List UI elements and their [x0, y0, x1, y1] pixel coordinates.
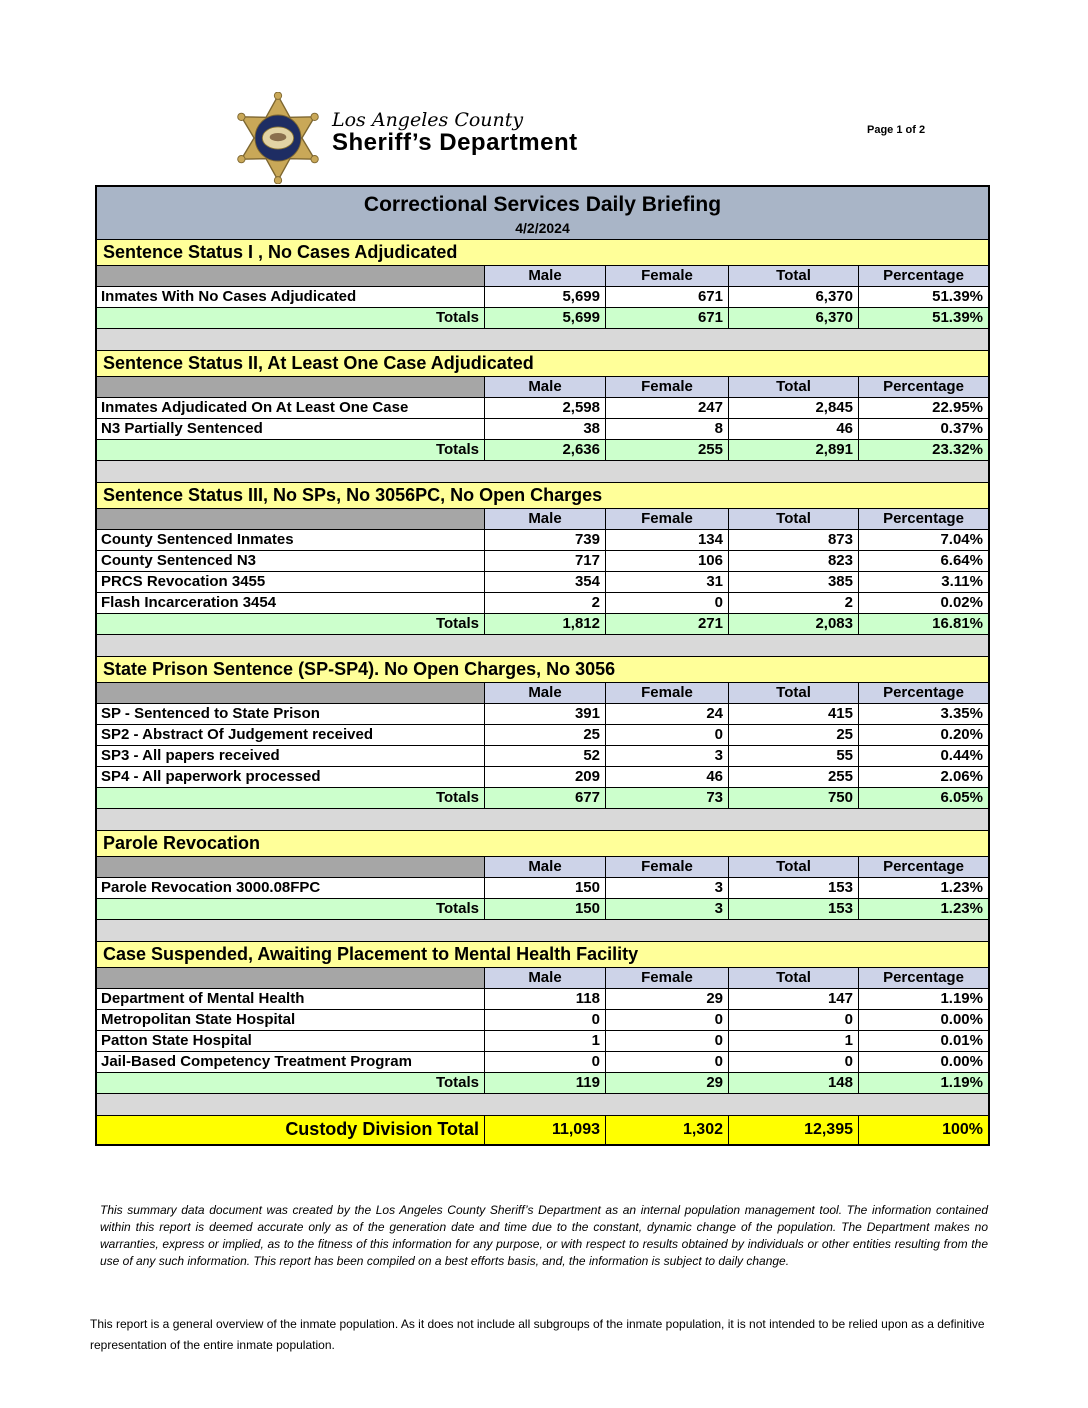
column-header-male: Male — [484, 377, 605, 397]
male-value: 354 — [484, 572, 605, 592]
disclaimer-text: This summary data document was created by the Los Angeles County Sheriff’s Department as an internal population management tool. The information contained within this report is deemed accurate only as of the generation date and time due to the constant, dynamic change of the population. The Department makes no warranties, express or implied, as to the fitness of this information for any purpose, or with respect to results obtained by individuals or other entities resulting from the use of any such information. This report has been compiled on a best efforts basis, and, the information is subject to daily change. — [100, 1203, 988, 1268]
section-title: Sentence Status I , No Cases Adjudicated — [97, 240, 988, 266]
header-spacer-cell — [97, 857, 484, 877]
male-value: 391 — [484, 704, 605, 724]
row-label: Metropolitan State Hospital — [97, 1010, 484, 1030]
percentage-total: 1.23% — [858, 899, 988, 919]
column-header-row — [97, 683, 988, 704]
female-value: 3 — [605, 746, 728, 766]
male-value: 717 — [484, 551, 605, 571]
row-label: SP2 - Abstract Of Judgement received — [97, 725, 484, 745]
total-value: 153 — [728, 878, 858, 898]
percentage-total: 16.81% — [858, 614, 988, 634]
percentage-value: 0.01% — [858, 1031, 988, 1051]
footnote-text: This report is a general overview of the inmate population. As it does not include all subgroups of the inmate population, it is not intended to be relied upon as a definitive representation of the entire inmate population. — [90, 1317, 985, 1352]
total-value: 2 — [728, 593, 858, 613]
total-value: 255 — [728, 767, 858, 787]
totals-row — [97, 308, 988, 329]
male-total: 2,636 — [484, 440, 605, 460]
totals-row — [97, 1073, 988, 1094]
male-value: 739 — [484, 530, 605, 550]
total-value: 385 — [728, 572, 858, 592]
column-header-total: Total — [728, 968, 858, 988]
custody-division-total-row — [97, 1116, 988, 1144]
row-label: N3 Partially Sentenced — [97, 419, 484, 439]
male-value: 209 — [484, 767, 605, 787]
male-value: 0 — [484, 1052, 605, 1072]
section-case-suspended-mental-health — [97, 942, 988, 1094]
section-title: Sentence Status III, No SPs, No 3056PC, No Open Charges — [97, 483, 988, 509]
row-label: Department of Mental Health — [97, 989, 484, 1009]
male-value: 38 — [484, 419, 605, 439]
male-value: 25 — [484, 725, 605, 745]
section-spacer — [97, 1094, 988, 1116]
report-title: Correctional Services Daily Briefing — [363, 193, 722, 216]
male-total: 1,812 — [484, 614, 605, 634]
report-date: 4/2/2024 — [515, 220, 570, 236]
sheriff-star-badge-icon — [232, 92, 324, 184]
logo-department-text: Sheriff’s Department — [332, 129, 578, 156]
male-value: 1 — [484, 1031, 605, 1051]
female-value: 0 — [605, 1052, 728, 1072]
female-value: 31 — [605, 572, 728, 592]
column-header-female: Female — [605, 968, 728, 988]
logo-county-text: Los Angeles County — [332, 109, 524, 131]
percentage-value: 6.64% — [858, 551, 988, 571]
column-header-row — [97, 377, 988, 398]
column-header-total: Total — [728, 266, 858, 286]
grand-total-female: 1,302 — [605, 1116, 728, 1144]
row-label: Patton State Hospital — [97, 1031, 484, 1051]
section-spacer — [97, 329, 988, 351]
table-row — [97, 1010, 988, 1031]
total-value: 25 — [728, 725, 858, 745]
totals-label: Totals — [97, 899, 484, 919]
grand-total-percentage: 100% — [858, 1116, 988, 1144]
header-spacer-cell — [97, 509, 484, 529]
female-value: 3 — [605, 878, 728, 898]
female-value: 0 — [605, 725, 728, 745]
female-value: 134 — [605, 530, 728, 550]
table-row — [97, 287, 988, 308]
total-value: 415 — [728, 704, 858, 724]
male-total: 677 — [484, 788, 605, 808]
percentage-value: 22.95% — [858, 398, 988, 418]
column-header-male: Male — [484, 683, 605, 703]
female-value: 106 — [605, 551, 728, 571]
percentage-value: 0.37% — [858, 419, 988, 439]
percentage-value: 7.04% — [858, 530, 988, 550]
percentage-total: 1.19% — [858, 1073, 988, 1093]
percentage-value: 1.23% — [858, 878, 988, 898]
column-header-percentage: Percentage — [858, 266, 988, 286]
section-spacer — [97, 461, 988, 483]
table-row — [97, 1052, 988, 1073]
total-total: 6,370 — [728, 308, 858, 328]
header-spacer-cell — [97, 266, 484, 286]
section-state-prison-sentence — [97, 657, 988, 809]
total-value: 46 — [728, 419, 858, 439]
totals-label: Totals — [97, 308, 484, 328]
table-row — [97, 551, 988, 572]
row-label: PRCS Revocation 3455 — [97, 572, 484, 592]
column-header-percentage: Percentage — [858, 683, 988, 703]
column-header-total: Total — [728, 683, 858, 703]
female-total: 271 — [605, 614, 728, 634]
row-label: SP4 - All paperwork processed — [97, 767, 484, 787]
table-row — [97, 530, 988, 551]
row-label: Inmates Adjudicated On At Least One Case — [97, 398, 484, 418]
male-value: 2 — [484, 593, 605, 613]
total-value: 823 — [728, 551, 858, 571]
column-header-female: Female — [605, 266, 728, 286]
column-header-percentage: Percentage — [858, 968, 988, 988]
table-row — [97, 593, 988, 614]
column-header-female: Female — [605, 509, 728, 529]
total-value: 147 — [728, 989, 858, 1009]
column-header-row — [97, 266, 988, 287]
row-label: SP3 - All papers received — [97, 746, 484, 766]
male-value: 2,598 — [484, 398, 605, 418]
female-total: 671 — [605, 308, 728, 328]
column-header-male: Male — [484, 509, 605, 529]
totals-label: Totals — [97, 788, 484, 808]
totals-row — [97, 899, 988, 920]
header-spacer-cell — [97, 683, 484, 703]
row-label: Flash Incarceration 3454 — [97, 593, 484, 613]
row-label: Parole Revocation 3000.08FPC — [97, 878, 484, 898]
total-total: 750 — [728, 788, 858, 808]
table-row — [97, 419, 988, 440]
female-value: 24 — [605, 704, 728, 724]
column-header-male: Male — [484, 266, 605, 286]
male-value: 150 — [484, 878, 605, 898]
total-total: 2,083 — [728, 614, 858, 634]
female-value: 29 — [605, 989, 728, 1009]
female-value: 0 — [605, 1010, 728, 1030]
table-row — [97, 704, 988, 725]
column-header-percentage: Percentage — [858, 509, 988, 529]
percentage-total: 6.05% — [858, 788, 988, 808]
percentage-total: 23.32% — [858, 440, 988, 460]
row-label: Jail-Based Competency Treatment Program — [97, 1052, 484, 1072]
column-header-percentage: Percentage — [858, 377, 988, 397]
column-header-total: Total — [728, 857, 858, 877]
male-total: 150 — [484, 899, 605, 919]
total-value: 1 — [728, 1031, 858, 1051]
section-sentence-status-2 — [97, 351, 988, 461]
percentage-value: 3.35% — [858, 704, 988, 724]
section-spacer — [97, 920, 988, 942]
male-value: 118 — [484, 989, 605, 1009]
daily-briefing-report — [95, 185, 990, 1146]
column-header-percentage: Percentage — [858, 857, 988, 877]
column-header-male: Male — [484, 968, 605, 988]
female-value: 0 — [605, 593, 728, 613]
column-header-row — [97, 968, 988, 989]
table-row — [97, 767, 988, 788]
female-total: 3 — [605, 899, 728, 919]
percentage-value: 0.02% — [858, 593, 988, 613]
female-value: 0 — [605, 1031, 728, 1051]
total-total: 148 — [728, 1073, 858, 1093]
male-value: 52 — [484, 746, 605, 766]
column-header-row — [97, 509, 988, 530]
column-header-male: Male — [484, 857, 605, 877]
total-total: 2,891 — [728, 440, 858, 460]
percentage-total: 51.39% — [858, 308, 988, 328]
male-value: 0 — [484, 1010, 605, 1030]
section-sentence-status-1 — [97, 240, 988, 329]
percentage-value: 3.11% — [858, 572, 988, 592]
column-header-total: Total — [728, 377, 858, 397]
female-value: 8 — [605, 419, 728, 439]
column-header-female: Female — [605, 683, 728, 703]
total-value: 2,845 — [728, 398, 858, 418]
column-header-female: Female — [605, 377, 728, 397]
section-sentence-status-3 — [97, 483, 988, 635]
total-value: 873 — [728, 530, 858, 550]
percentage-value: 2.06% — [858, 767, 988, 787]
female-total: 73 — [605, 788, 728, 808]
totals-label: Totals — [97, 440, 484, 460]
female-total: 255 — [605, 440, 728, 460]
page-number-label: Page 1 of 2 — [867, 124, 926, 136]
section-title: Parole Revocation — [97, 831, 988, 857]
male-value: 5,699 — [484, 287, 605, 307]
row-label: County Sentenced Inmates — [97, 530, 484, 550]
male-total: 119 — [484, 1073, 605, 1093]
table-row — [97, 572, 988, 593]
percentage-value: 0.00% — [858, 1010, 988, 1030]
row-label: Inmates With No Cases Adjudicated — [97, 287, 484, 307]
percentage-value: 1.19% — [858, 989, 988, 1009]
grand-total-total: 12,395 — [728, 1116, 858, 1144]
table-row — [97, 989, 988, 1010]
percentage-value: 0.20% — [858, 725, 988, 745]
table-row — [97, 398, 988, 419]
female-total: 29 — [605, 1073, 728, 1093]
column-header-total: Total — [728, 509, 858, 529]
totals-label: Totals — [97, 614, 484, 634]
header-spacer-cell — [97, 968, 484, 988]
column-header-female: Female — [605, 857, 728, 877]
total-value: 0 — [728, 1010, 858, 1030]
table-row — [97, 878, 988, 899]
totals-row — [97, 614, 988, 635]
grand-total-label: Custody Division Total — [97, 1116, 484, 1144]
column-header-row — [97, 857, 988, 878]
male-total: 5,699 — [484, 308, 605, 328]
report-title-bar — [97, 187, 988, 240]
percentage-value: 0.00% — [858, 1052, 988, 1072]
section-title: Case Suspended, Awaiting Placement to Mental Health Facility — [97, 942, 988, 968]
table-row — [97, 1031, 988, 1052]
totals-row — [97, 440, 988, 461]
female-value: 671 — [605, 287, 728, 307]
total-value: 6,370 — [728, 287, 858, 307]
section-spacer — [97, 809, 988, 831]
percentage-value: 51.39% — [858, 287, 988, 307]
female-value: 46 — [605, 767, 728, 787]
section-title: Sentence Status II, At Least One Case Adjudicated — [97, 351, 988, 377]
section-spacer — [97, 635, 988, 657]
header-spacer-cell — [97, 377, 484, 397]
total-value: 55 — [728, 746, 858, 766]
row-label: County Sentenced N3 — [97, 551, 484, 571]
section-title: State Prison Sentence (SP-SP4). No Open Charges, No 3056 — [97, 657, 988, 683]
section-parole-revocation — [97, 831, 988, 920]
totals-label: Totals — [97, 1073, 484, 1093]
grand-total-male: 11,093 — [484, 1116, 605, 1144]
table-row — [97, 746, 988, 767]
row-label: SP - Sentenced to State Prison — [97, 704, 484, 724]
total-total: 153 — [728, 899, 858, 919]
percentage-value: 0.44% — [858, 746, 988, 766]
table-row — [97, 725, 988, 746]
brand-header — [232, 92, 578, 184]
total-value: 0 — [728, 1052, 858, 1072]
female-value: 247 — [605, 398, 728, 418]
totals-row — [97, 788, 988, 809]
